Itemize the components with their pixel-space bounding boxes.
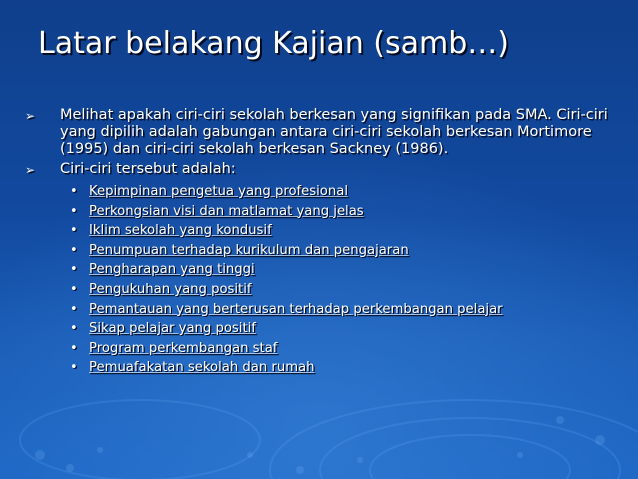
dot-bullet-icon: •: [70, 242, 78, 258]
list-item: • Pemuafakatan sekolah dan rumah: [22, 358, 612, 378]
list-item: • Sikap pelajar yang positif: [22, 319, 612, 339]
list-item: • Program perkembangan staf: [22, 339, 612, 359]
bullet-point-1: [22, 107, 612, 158]
slide-title: Latar belakang Kajian (samb…): [38, 26, 509, 61]
dot-bullet-icon: •: [70, 321, 78, 337]
dot-bullet-icon: •: [70, 340, 78, 356]
dot-bullet-icon: •: [70, 184, 78, 199]
bullet-point-1-text: Melihat apakah ciri-ciri sekolah berkesan yang signifikan pada SMA. Ciri-ciri yang dipilih adalah gabungan antara ciri-ciri sekolah berkesan Mortimore (1995) dan ciri-ciri sekolah berkesan Sackney (1986).: [60, 107, 608, 157]
characteristics-list: [22, 182, 612, 378]
dot-bullet-icon: •: [70, 301, 78, 317]
list-item: • Pengukuhan yang positif: [22, 280, 612, 300]
dot-bullet-icon: •: [70, 360, 78, 376]
dot-bullet-icon: •: [70, 223, 78, 239]
arrow-right-icon: ➢: [25, 109, 36, 123]
bullet-point-2: [22, 161, 612, 178]
bullet-point-2-text: Ciri-ciri tersebut adalah:: [60, 161, 236, 177]
slide-content: [22, 107, 612, 378]
list-item: • Iklim sekolah yang kondusif: [22, 221, 612, 241]
dot-bullet-icon: •: [70, 281, 78, 297]
list-item: • Pemantauan yang berterusan terhadap perkembangan pelajar: [22, 300, 612, 320]
list-item: • Perkongsian visi dan matlamat yang jelas: [22, 202, 612, 222]
list-item: • Penumpuan terhadap kurikulum dan pengajaran: [22, 241, 612, 261]
dot-bullet-icon: •: [70, 203, 78, 219]
dot-bullet-icon: •: [70, 262, 78, 278]
list-item: • Kepimpinan pengetua yang profesional: [22, 182, 612, 202]
list-item: • Pengharapan yang tinggi: [22, 260, 612, 280]
arrow-right-icon: ➢: [25, 163, 36, 177]
